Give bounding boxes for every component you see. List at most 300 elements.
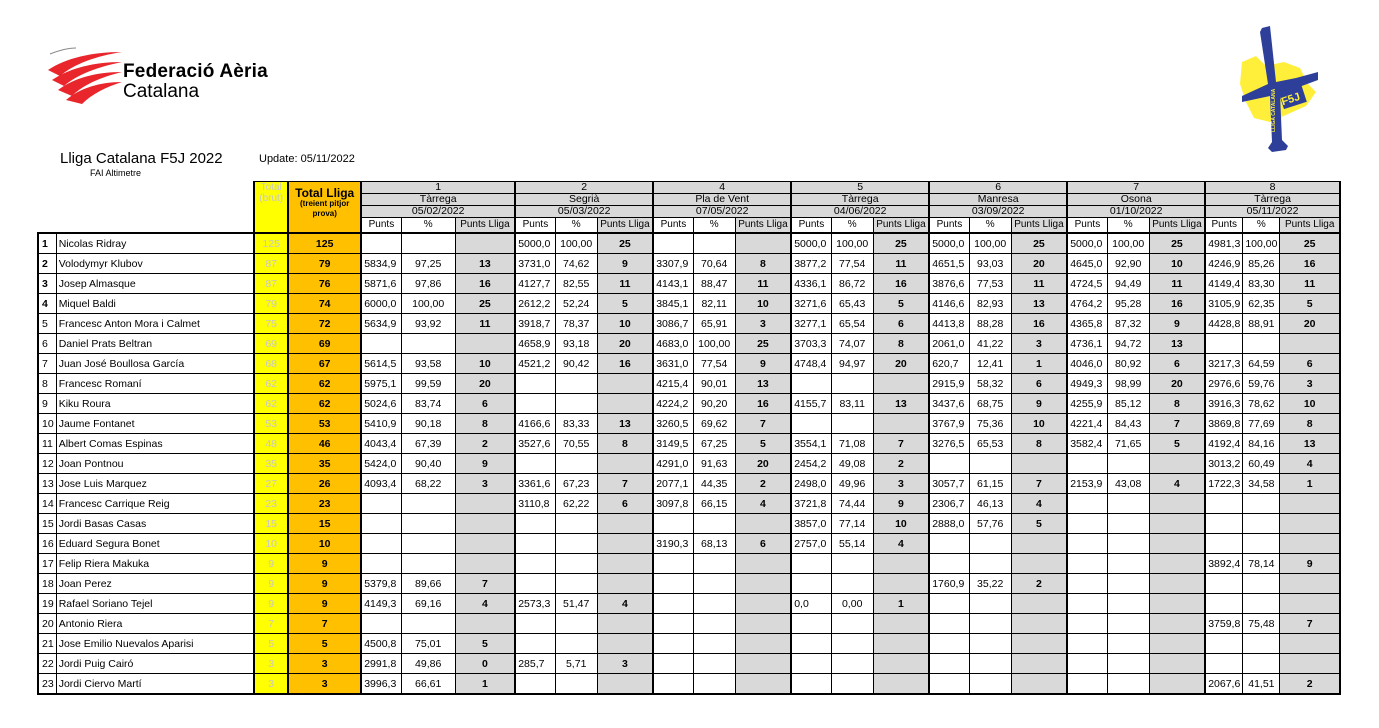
- contest-punts: 4155,7: [791, 394, 831, 414]
- contest-punts-lliga: 7: [455, 574, 515, 594]
- column-label-percent: %: [1107, 218, 1149, 234]
- update-date: Update: 05/11/2022: [259, 153, 355, 165]
- contest-percent: [555, 534, 597, 554]
- contest-percent: [969, 454, 1011, 474]
- table-row: [38, 274, 1340, 294]
- contest-punts-lliga: 8: [1280, 414, 1340, 434]
- contest-punts-lliga: 9: [455, 454, 515, 474]
- page-title: Lliga Catalana F5J 2022: [60, 150, 223, 167]
- table-row: [38, 494, 1340, 514]
- total-brut-value: 3: [254, 674, 288, 695]
- contest-punts-lliga: 11: [1011, 274, 1067, 294]
- contest-percent: 65,53: [969, 434, 1011, 454]
- contest-percent: 58,32: [969, 374, 1011, 394]
- contest-punts-lliga: 16: [735, 394, 791, 414]
- contest-punts: 3260,5: [653, 414, 693, 434]
- contest-punts: [791, 614, 831, 634]
- contest-punts: [361, 554, 401, 574]
- total-brut-value: 9: [254, 574, 288, 594]
- contest-punts: 4149,3: [361, 594, 401, 614]
- rank-cell: 15: [38, 514, 56, 534]
- contest-punts-lliga: 6: [597, 494, 653, 514]
- contest-percent: [693, 654, 735, 674]
- column-label-punts-lliga: Punts Lliga: [455, 218, 515, 234]
- contest-punts: 3631,0: [653, 354, 693, 374]
- total-lliga-value: 15: [288, 514, 361, 534]
- contest-percent: [969, 674, 1011, 695]
- contest-punts: 2888,0: [929, 514, 969, 534]
- contest-percent: 55,14: [831, 534, 873, 554]
- total-brut-value: 10: [254, 534, 288, 554]
- contest-punts: 4764,2: [1067, 294, 1107, 314]
- contest-punts: 3013,2: [1205, 454, 1243, 474]
- rank-cell: 1: [38, 233, 56, 254]
- contest-punts-lliga: [1149, 454, 1205, 474]
- contest-punts-lliga: 20: [873, 354, 929, 374]
- contest-number: 7: [1067, 182, 1205, 194]
- pilot-name: Francesc Carrique Reig: [56, 494, 254, 514]
- contest-percent: 84,16: [1243, 434, 1280, 454]
- contest-punts: 3097,8: [653, 494, 693, 514]
- contest-punts-lliga: [1280, 494, 1340, 514]
- contest-punts-lliga: 25: [1280, 233, 1340, 254]
- contest-punts-lliga: [735, 554, 791, 574]
- contest-punts-lliga: [455, 554, 515, 574]
- page-subtitle: FAI Altimetre: [90, 168, 142, 178]
- contest-percent: [1107, 614, 1149, 634]
- contest-punts-lliga: [1280, 634, 1340, 654]
- pilot-name: Francesc Anton Mora i Calmet: [56, 314, 254, 334]
- contest-punts-lliga: [1149, 614, 1205, 634]
- contest-punts-lliga: 7: [1280, 614, 1340, 634]
- contest-punts: 3437,6: [929, 394, 969, 414]
- contest-punts-lliga: [597, 674, 653, 695]
- total-lliga-value: 62: [288, 394, 361, 414]
- contest-punts: 2915,9: [929, 374, 969, 394]
- contest-punts-lliga: [1280, 654, 1340, 674]
- contest-punts-lliga: 4: [1011, 494, 1067, 514]
- contest-percent: 82,55: [555, 274, 597, 294]
- contest-percent: 75,36: [969, 414, 1011, 434]
- contest-punts-lliga: 0: [455, 654, 515, 674]
- total-lliga-value: 76: [288, 274, 361, 294]
- contest-punts: 3877,2: [791, 254, 831, 274]
- contest-percent: [401, 614, 455, 634]
- contest-punts-lliga: 7: [1149, 414, 1205, 434]
- header-row-contest-number: [38, 182, 1340, 194]
- contest-punts-lliga: 9: [597, 254, 653, 274]
- column-label-percent: %: [693, 218, 735, 234]
- contest-punts: 6000,0: [361, 294, 401, 314]
- table-row: [38, 614, 1340, 634]
- contest-punts: [929, 614, 969, 634]
- contest-punts-lliga: 3: [455, 474, 515, 494]
- contest-percent: 78,62: [1243, 394, 1280, 414]
- contest-percent: 70,64: [693, 254, 735, 274]
- contest-punts-lliga: [873, 414, 929, 434]
- contest-percent: 65,91: [693, 314, 735, 334]
- contest-percent: 77,54: [831, 254, 873, 274]
- pilot-name: Jose Luis Marquez: [56, 474, 254, 494]
- contest-percent: [831, 614, 873, 634]
- pilot-name: Joan Pontnou: [56, 454, 254, 474]
- pilot-name: Juan José Boullosa García: [56, 354, 254, 374]
- contest-punts-lliga: 11: [1149, 274, 1205, 294]
- contest-punts: 3731,0: [515, 254, 555, 274]
- contest-punts: [361, 233, 401, 254]
- table-row: [38, 454, 1340, 474]
- contest-punts-lliga: 8: [597, 434, 653, 454]
- contest-punts-lliga: 16: [597, 354, 653, 374]
- contest-punts: 4215,4: [653, 374, 693, 394]
- contest-percent: 75,48: [1243, 614, 1280, 634]
- contest-percent: 90,01: [693, 374, 735, 394]
- contest-punts: [791, 654, 831, 674]
- contest-percent: [693, 233, 735, 254]
- contest-percent: 49,08: [831, 454, 873, 474]
- contest-percent: 74,07: [831, 334, 873, 354]
- contest-date: 05/02/2022: [361, 206, 515, 218]
- rank-cell: 7: [38, 354, 56, 374]
- contest-percent: [831, 574, 873, 594]
- contest-punts: 4127,7: [515, 274, 555, 294]
- contest-punts-lliga: 20: [1149, 374, 1205, 394]
- total-lliga-header-note: (treient pitjor prova): [300, 199, 350, 218]
- contest-punts-lliga: [873, 674, 929, 695]
- contest-punts-lliga: 1: [1280, 474, 1340, 494]
- contest-punts: 3149,5: [653, 434, 693, 454]
- contest-punts-lliga: 9: [1280, 554, 1340, 574]
- contest-punts: [929, 594, 969, 614]
- contest-percent: 78,14: [1243, 554, 1280, 574]
- contest-percent: 66,15: [693, 494, 735, 514]
- contest-number: 2: [515, 182, 653, 194]
- contest-number: 1: [361, 182, 515, 194]
- total-lliga-value: 62: [288, 374, 361, 394]
- total-brut-value: 27: [254, 474, 288, 494]
- total-brut-value: 125: [254, 233, 288, 254]
- contest-date: 04/06/2022: [791, 206, 929, 218]
- contest-percent: [555, 574, 597, 594]
- contest-punts-lliga: 5: [597, 294, 653, 314]
- contest-punts-lliga: [597, 454, 653, 474]
- contest-punts: [929, 634, 969, 654]
- contest-percent: [1243, 654, 1280, 674]
- total-brut-header: [254, 182, 288, 234]
- contest-punts-lliga: [597, 514, 653, 534]
- contest-punts-lliga: [1149, 594, 1205, 614]
- contest-percent: 66,61: [401, 674, 455, 695]
- contest-punts-lliga: [455, 233, 515, 254]
- contest-punts-lliga: 3: [1280, 374, 1340, 394]
- contest-percent: 49,96: [831, 474, 873, 494]
- contest-punts-lliga: 6: [735, 534, 791, 554]
- total-lliga-value: 3: [288, 674, 361, 695]
- contest-punts-lliga: 2: [455, 434, 515, 454]
- rank-cell: 22: [38, 654, 56, 674]
- contest-place: Osona: [1067, 194, 1205, 206]
- total-brut-value: 87: [254, 254, 288, 274]
- contest-punts-lliga: 2: [735, 474, 791, 494]
- contest-punts: 4949,3: [1067, 374, 1107, 394]
- contest-punts-lliga: [1011, 654, 1067, 674]
- contest-punts: [1205, 574, 1243, 594]
- contest-punts-lliga: 1: [455, 674, 515, 695]
- contest-punts: [1067, 674, 1107, 695]
- contest-percent: 88,28: [969, 314, 1011, 334]
- contest-punts-lliga: [1011, 554, 1067, 574]
- federacio-logo: [46, 42, 286, 104]
- contest-percent: 64,59: [1243, 354, 1280, 374]
- contest-percent: 94,72: [1107, 334, 1149, 354]
- rank-cell: 4: [38, 294, 56, 314]
- rank-cell: 16: [38, 534, 56, 554]
- total-brut-value: 75: [254, 314, 288, 334]
- contest-punts: 2498,0: [791, 474, 831, 494]
- contest-punts: [791, 374, 831, 394]
- contest-punts-lliga: [1149, 654, 1205, 674]
- contest-punts: 4093,4: [361, 474, 401, 494]
- contest-percent: 83,74: [401, 394, 455, 414]
- contest-punts: [1067, 554, 1107, 574]
- contest-punts: [929, 554, 969, 574]
- contest-punts-lliga: 5: [1011, 514, 1067, 534]
- federacio-name-line2: Catalana: [123, 81, 200, 102]
- contest-percent: 85,12: [1107, 394, 1149, 414]
- contest-punts: 4255,9: [1067, 394, 1107, 414]
- column-label-punts-lliga: Punts Lliga: [873, 218, 929, 234]
- contest-punts: 4149,4: [1205, 274, 1243, 294]
- contest-percent: 83,30: [1243, 274, 1280, 294]
- f5j-badge-vertical-text: LLIGA CATALANA: [1271, 88, 1277, 132]
- column-label-punts: Punts: [653, 218, 693, 234]
- column-label-punts-lliga: Punts Lliga: [1280, 218, 1340, 234]
- contest-punts: [361, 514, 401, 534]
- contest-percent: [555, 554, 597, 574]
- contest-punts: 4736,1: [1067, 334, 1107, 354]
- total-lliga-value: 9: [288, 554, 361, 574]
- contest-percent: 90,42: [555, 354, 597, 374]
- contest-punts-lliga: [1149, 554, 1205, 574]
- contest-punts-lliga: 9: [1149, 314, 1205, 334]
- total-brut-value: 23: [254, 494, 288, 514]
- contest-punts: 3996,3: [361, 674, 401, 695]
- contest-punts: 3767,9: [929, 414, 969, 434]
- pilot-name: Rafael Soriano Tejel: [56, 594, 254, 614]
- contest-percent: 74,44: [831, 494, 873, 514]
- contest-percent: 41,51: [1243, 674, 1280, 695]
- contest-punts-lliga: 20: [597, 334, 653, 354]
- column-label-punts-lliga: Punts Lliga: [735, 218, 791, 234]
- contest-punts: 5614,5: [361, 354, 401, 374]
- contest-percent: 74,62: [555, 254, 597, 274]
- f5j-badge-logo: [1236, 22, 1320, 154]
- contest-punts: 5975,1: [361, 374, 401, 394]
- contest-punts: [1067, 574, 1107, 594]
- contest-punts-lliga: [597, 394, 653, 414]
- contest-percent: 100,00: [1107, 233, 1149, 254]
- contest-punts: [653, 233, 693, 254]
- contest-punts-lliga: 10: [735, 294, 791, 314]
- contest-punts-lliga: 11: [873, 254, 929, 274]
- total-brut-value: 79: [254, 294, 288, 314]
- contest-punts: 3276,5: [929, 434, 969, 454]
- contest-punts-lliga: 25: [1149, 233, 1205, 254]
- contest-punts-lliga: 16: [1011, 314, 1067, 334]
- contest-percent: 67,23: [555, 474, 597, 494]
- contest-punts: [515, 534, 555, 554]
- contest-punts-lliga: [1149, 494, 1205, 514]
- contest-punts-lliga: 16: [1280, 254, 1340, 274]
- contest-date: 05/03/2022: [515, 206, 653, 218]
- contest-punts: [1205, 494, 1243, 514]
- pilot-name: Joan Perez: [56, 574, 254, 594]
- pilot-name: Albert Comas Espinas: [56, 434, 254, 454]
- table-row: [38, 254, 1340, 274]
- contest-percent: 68,13: [693, 534, 735, 554]
- rank-cell: 19: [38, 594, 56, 614]
- contest-percent: [401, 494, 455, 514]
- rank-cell: 9: [38, 394, 56, 414]
- total-brut-value: 15: [254, 514, 288, 534]
- pilot-name: Jose Emilio Nuevalos Aparisi: [56, 634, 254, 654]
- contest-percent: [555, 454, 597, 474]
- contest-percent: 5,71: [555, 654, 597, 674]
- contest-percent: 80,92: [1107, 354, 1149, 374]
- contest-punts-lliga: [1280, 514, 1340, 534]
- pilot-name: Jordi Puig Cairó: [56, 654, 254, 674]
- total-lliga-value: 74: [288, 294, 361, 314]
- contest-punts: 5000,0: [515, 233, 555, 254]
- contest-punts: 4192,4: [1205, 434, 1243, 454]
- pilot-name: Kiku Roura: [56, 394, 254, 414]
- contest-punts: [929, 534, 969, 554]
- contest-punts-lliga: [873, 634, 929, 654]
- contest-punts-lliga: 5: [1149, 434, 1205, 454]
- contest-punts-lliga: 10: [597, 314, 653, 334]
- contest-punts: 3582,4: [1067, 434, 1107, 454]
- column-label-punts: Punts: [929, 218, 969, 234]
- contest-number: 4: [653, 182, 791, 194]
- contest-percent: [831, 674, 873, 695]
- contest-punts-lliga: 11: [455, 314, 515, 334]
- contest-punts: 5634,9: [361, 314, 401, 334]
- column-label-punts: Punts: [791, 218, 831, 234]
- total-brut-value: 9: [254, 554, 288, 574]
- contest-percent: 0,00: [831, 594, 873, 614]
- contest-percent: [1243, 534, 1280, 554]
- contest-percent: 35,22: [969, 574, 1011, 594]
- contest-percent: [969, 654, 1011, 674]
- contest-percent: 78,37: [555, 314, 597, 334]
- contest-percent: [401, 334, 455, 354]
- contest-punts: 4748,4: [791, 354, 831, 374]
- contest-punts: 4645,0: [1067, 254, 1107, 274]
- rank-cell: 21: [38, 634, 56, 654]
- contest-percent: 92,90: [1107, 254, 1149, 274]
- contest-percent: [831, 374, 873, 394]
- contest-percent: 71,08: [831, 434, 873, 454]
- contest-punts: 2306,7: [929, 494, 969, 514]
- total-brut-value: 7: [254, 614, 288, 634]
- contest-punts-lliga: 7: [873, 434, 929, 454]
- contest-punts-lliga: 20: [1280, 314, 1340, 334]
- contest-punts: 5000,0: [791, 233, 831, 254]
- contest-percent: [969, 614, 1011, 634]
- contest-percent: 82,93: [969, 294, 1011, 314]
- contest-percent: 84,43: [1107, 414, 1149, 434]
- contest-punts: 3721,8: [791, 494, 831, 514]
- contest-punts: [361, 534, 401, 554]
- pilot-name: Daniel Prats Beltran: [56, 334, 254, 354]
- contest-punts-lliga: [735, 634, 791, 654]
- contest-punts-lliga: 10: [1011, 414, 1067, 434]
- contest-punts: [515, 574, 555, 594]
- contest-punts: [515, 614, 555, 634]
- contest-percent: [693, 594, 735, 614]
- total-lliga-value: 10: [288, 534, 361, 554]
- contest-percent: 41,22: [969, 334, 1011, 354]
- contest-date: 07/05/2022: [653, 206, 791, 218]
- rank-cell: 2: [38, 254, 56, 274]
- contest-punts: 4413,8: [929, 314, 969, 334]
- contest-punts-lliga: [1280, 594, 1340, 614]
- contest-punts-lliga: [1149, 634, 1205, 654]
- contest-percent: 61,15: [969, 474, 1011, 494]
- contest-punts-lliga: 7: [1011, 474, 1067, 494]
- contest-punts-lliga: [1149, 574, 1205, 594]
- contest-punts: 5000,0: [929, 233, 969, 254]
- federacio-name-line1: Federació Aèria: [123, 61, 268, 82]
- contest-punts: 5871,6: [361, 274, 401, 294]
- contest-percent: [969, 554, 1011, 574]
- contest-punts-lliga: 4: [455, 594, 515, 614]
- column-label-percent: %: [1243, 218, 1280, 234]
- table-row: [38, 334, 1340, 354]
- pilot-name: Eduard Segura Bonet: [56, 534, 254, 554]
- rank-cell: 13: [38, 474, 56, 494]
- contest-punts-lliga: 4: [873, 534, 929, 554]
- contest-punts: [791, 674, 831, 695]
- contest-punts-lliga: 10: [873, 514, 929, 534]
- contest-punts: 2061,0: [929, 334, 969, 354]
- contest-punts: 3703,3: [791, 334, 831, 354]
- swoosh-icon: [46, 42, 124, 104]
- contest-punts: 4246,9: [1205, 254, 1243, 274]
- contest-punts-lliga: [597, 634, 653, 654]
- contest-percent: 100,00: [1243, 233, 1280, 254]
- contest-punts: 5834,9: [361, 254, 401, 274]
- contest-percent: [1107, 574, 1149, 594]
- contest-punts-lliga: 9: [1011, 394, 1067, 414]
- contest-percent: [555, 674, 597, 695]
- table-header: [38, 182, 1340, 234]
- contest-punts-lliga: 13: [1011, 294, 1067, 314]
- contest-punts-lliga: [735, 674, 791, 695]
- contest-number: 5: [791, 182, 929, 194]
- contest-percent: [1107, 674, 1149, 695]
- contest-percent: [1243, 594, 1280, 614]
- header-spacer: [38, 182, 254, 234]
- contest-percent: 67,39: [401, 434, 455, 454]
- contest-punts-lliga: 8: [1011, 434, 1067, 454]
- contest-number: 6: [929, 182, 1067, 194]
- contest-punts-lliga: 5: [735, 434, 791, 454]
- contest-punts-lliga: 16: [455, 274, 515, 294]
- total-brut-value: 62: [254, 374, 288, 394]
- contest-place: Manresa: [929, 194, 1067, 206]
- contest-punts: [653, 634, 693, 654]
